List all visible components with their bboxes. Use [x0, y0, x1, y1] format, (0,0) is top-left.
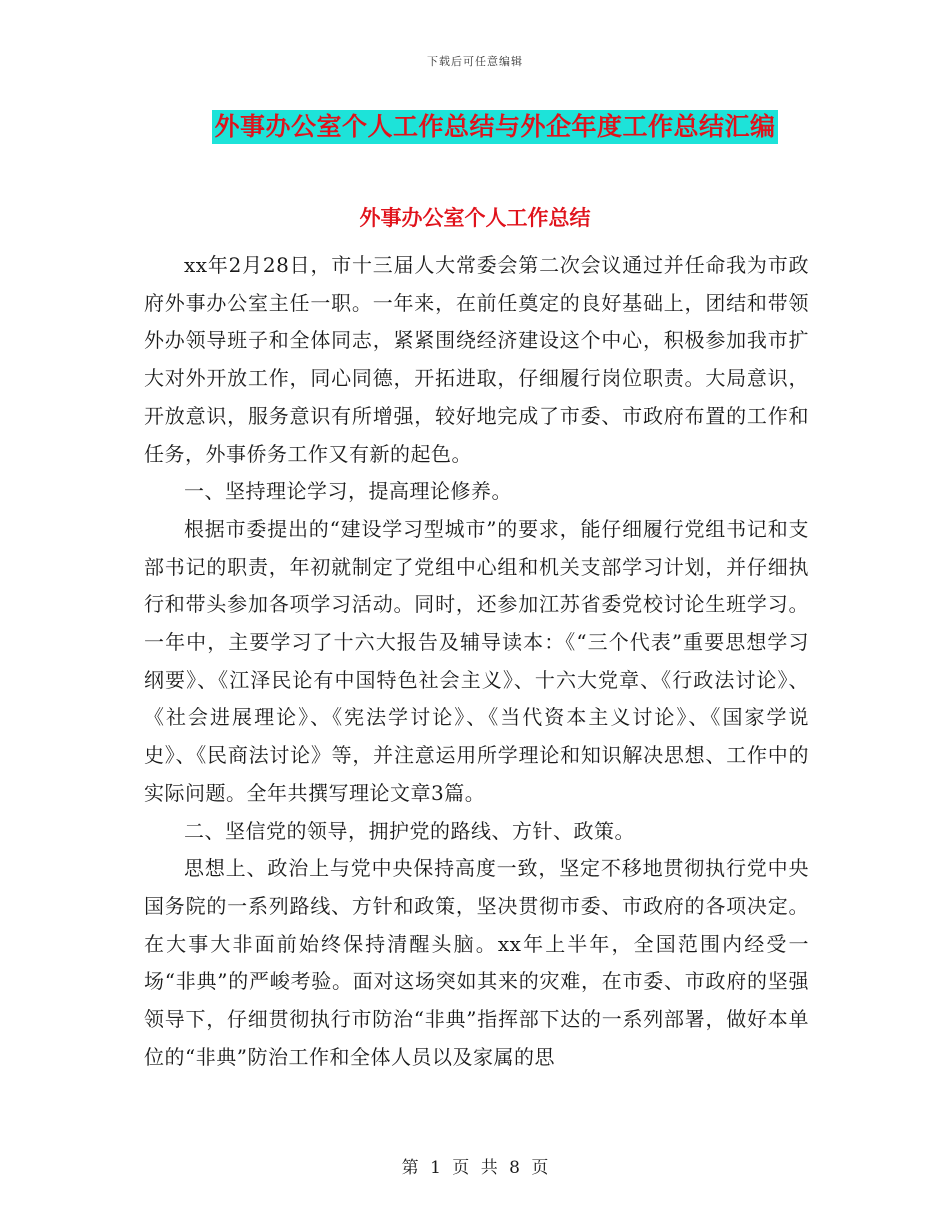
- paragraph-heading-1: 一、坚持理论学习，提高理论修养。: [184, 479, 512, 504]
- section-title: 外事办公室个人工作总结: [359, 206, 591, 230]
- document-body: [144, 247, 809, 1076]
- paragraph-study: 根据市委提出的“建设学习型城市”的要求，能仔细履行党组书记和支部书记的职责，年初就制定了党组中心组和机关支部学习计划，并仔细执行和带头参加各项学习活动。同时，还参加江苏省委党校讨论生班学习。一年中，主要学习了十六大报告及辅导读本：《“三个代表”重要思想学习纲要》、《江泽民论有中国特色社会主义》、十六大党章、《行政法讨论》、《社会进展理论》、《宪法学讨论》、《当代资本主义讨论》、《国家学说史》、《民商法讨论》等，并注意运用所学理论和知识解决思想、工作中的实际问题。全年共撰写理论文章3篇。: [144, 516, 809, 805]
- page-header-note: 下载后可任意编辑: [427, 55, 523, 68]
- document-main-title: 外事办公室个人工作总结与外企年度工作总结汇编: [212, 110, 777, 144]
- page-footer-number: 第 1 页 共 8 页: [401, 1158, 549, 1178]
- paragraph-heading-2: 二、坚信党的领导，拥护党的路线、方针、政策。: [184, 818, 635, 843]
- paragraph-politics: 思想上、政治上与党中央保持高度一致，坚定不移地贯彻执行党中央国务院的一系列路线、方针和政策，坚决贯彻市委、市政府的各项决定。在大事大非面前始终保持清醒头脑。xx年上半年，全国范围内经受一场“非典”的严峻考验。面对这场突如其来的灾难，在市委、市政府的坚强领导下，仔细贯彻执行市防治“非典”指挥部下达的一系列部署，做好本单位的“非典”防治工作和全体人员以及家属的思: [144, 856, 809, 1069]
- main-title-container: [0, 110, 950, 144]
- paragraph-intro: xx年2月28日，市十三届人大常委会第二次会议通过并任命我为市政府外事办公室主任一职。一年来，在前任奠定的良好基础上，团结和带领外办领导班子和全体同志，紧紧围绕经济建设这个中心，积极参加我市扩大对外开放工作，同心同德，开拓进取，仔细履行岗位职责。大局意识，开放意识，服务意识有所增强，较好地完成了市委、市政府布置的工作和任务，外事侨务工作又有新的起色。: [144, 253, 809, 466]
